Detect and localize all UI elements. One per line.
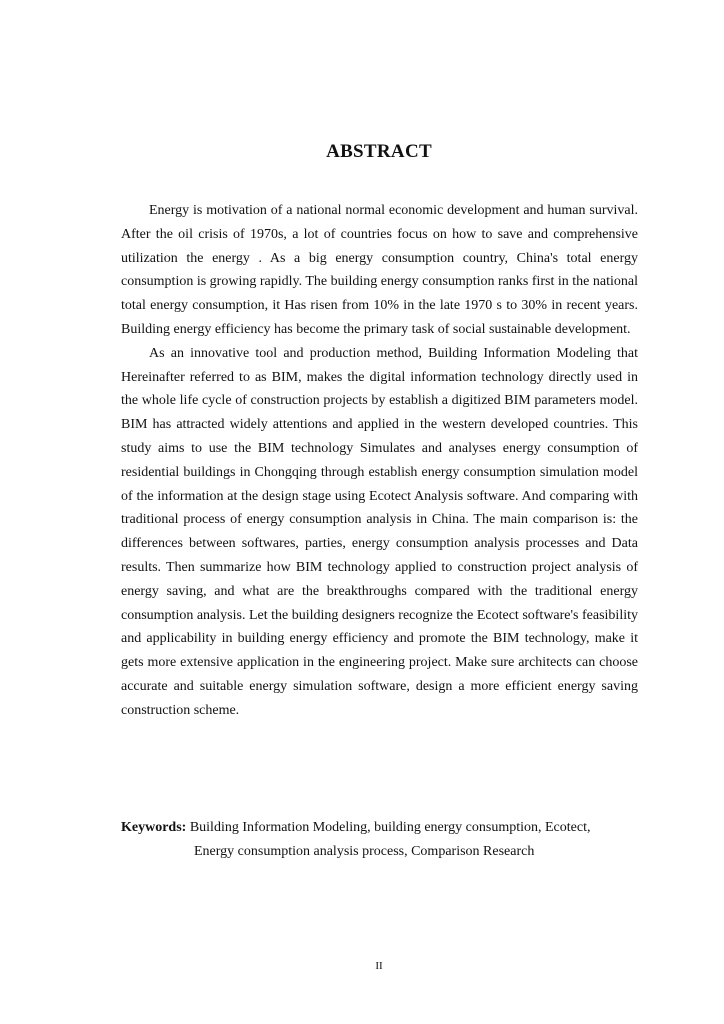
abstract-body [121,199,638,723]
page-title: ABSTRACT [326,141,432,162]
abstract-paragraph-1: Energy is motivation of a national normal economic development and human survival. After the oil crisis of 1970s, a lot of countries focus on how to save and comprehensive utilization the energy . As a big energy consumption country, China's total energy consumption is growing rapidly. The building energy consumption ranks first in the national total energy consumption, it Has risen from 10% in the late 1970 s to 30% in recent years. Building energy efficiency has become the primary task of social sustainable development. [121,203,638,337]
keywords-line-1: Building Information Modeling, building energy consumption, Ecotect, [189,820,591,835]
abstract-paragraph-2: As an innovative tool and production method, Building Information Modeling that Hereinafter referred to as BIM, makes the digital information technology directly used in the whole life cycle of construction projects by establish a digitized BIM parameters model. BIM has attracted widely attentions and applied in the western developed countries. This study aims to use the BIM technology Simulates and analyses energy consumption of residential buildings in Chongqing through establish energy consumption simulation model of the information at the design stage using Ecotect Analysis software. And comparing with traditional process of energy consumption analysis in China. The main comparison is: the differences between softwares, parties, energy consumption analysis processes and Data results. Then summarize how BIM technology applied to construction project analysis of energy saving, and what are the breakthroughs compared with the traditional energy consumption analysis. Let the building designers recognize the Ecotect software's feasibility and applicability in building energy efficiency and promote the BIM technology, make it gets more extensive application in the engineering project. Make sure architects can choose accurate and suitable energy simulation software, design a more efficient energy saving construction scheme. [121,345,638,718]
keywords-label: Keywords: [121,820,187,835]
keywords-block [121,816,638,864]
page-number: II [375,960,383,972]
keywords-line-2: Energy consumption analysis process, Comparison Research [194,844,535,859]
